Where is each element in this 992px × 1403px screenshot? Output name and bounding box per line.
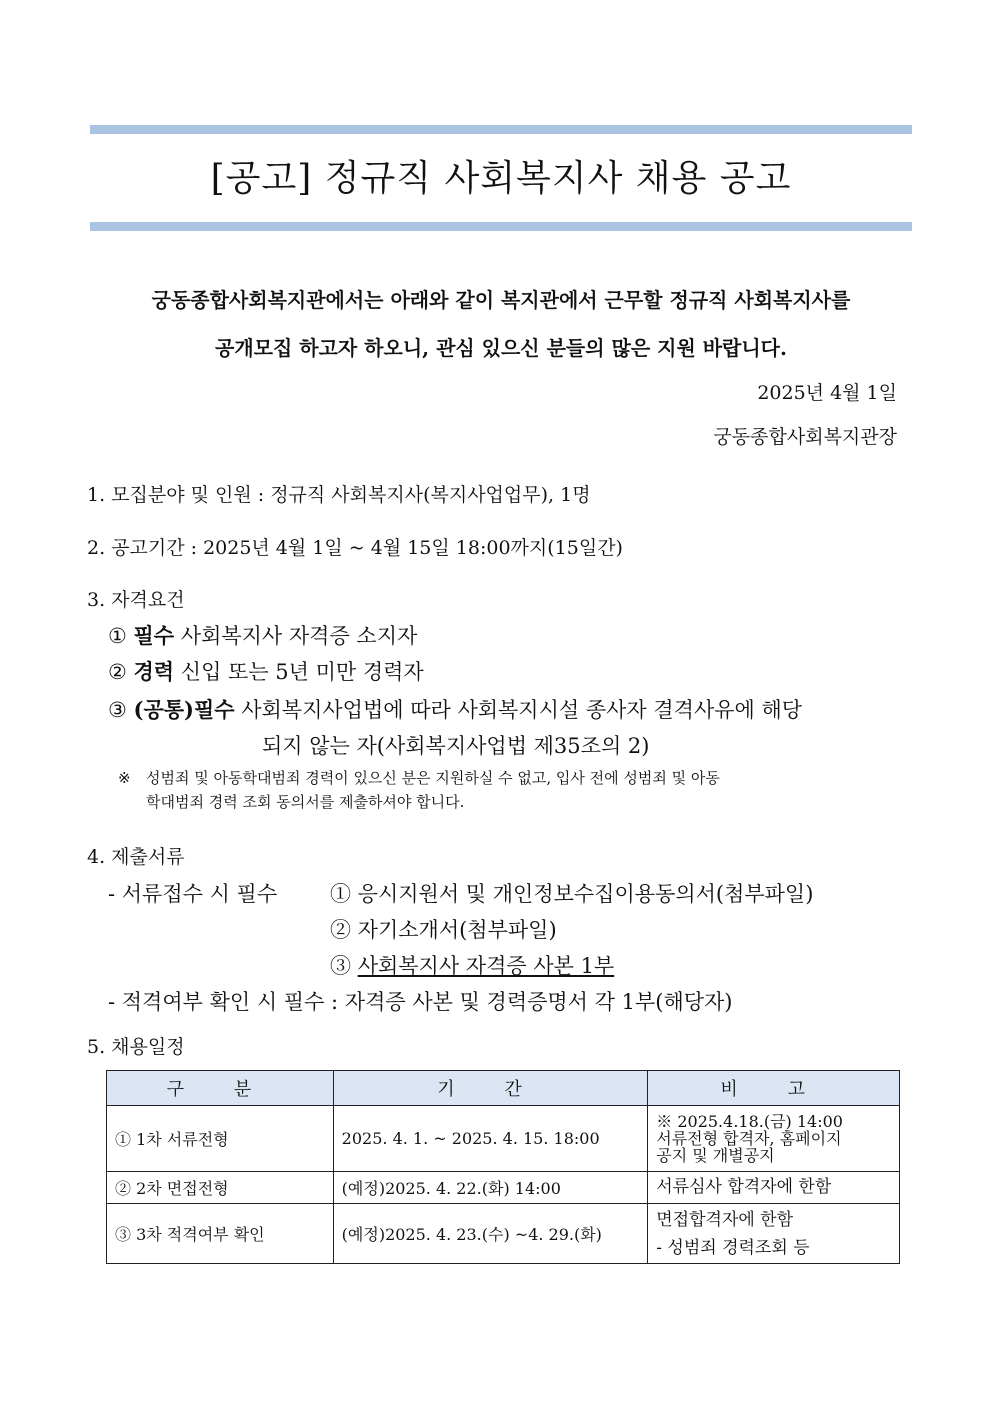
note-cell-line: ※ 2025.4.18.(금) 14:00 <box>656 1112 843 1131</box>
issuer: 궁동종합사회복지관장 <box>713 426 897 448</box>
column-header-stage: 구 분 <box>107 1071 334 1106</box>
required-doc-2: ② 자기소개서(첨부파일) <box>330 918 557 942</box>
requirement-text: 신입 또는 5년 미만 경력자 <box>180 660 424 684</box>
requirement-text: 사회복지사업법에 따라 사회복지시설 종사자 결격사유에 해당 <box>241 698 803 722</box>
schedule-table <box>106 1070 900 1264</box>
requirement-label: 경력 <box>133 659 175 684</box>
note-cell <box>648 1106 900 1172</box>
note-cell-line: 면접합격자에 한함 <box>656 1209 794 1230</box>
requirement-item-1 <box>108 620 417 650</box>
column-header-note: 비 고 <box>648 1071 900 1106</box>
note-line-2: 학대범죄 경력 조회 동의서를 제출하셔야 합니다. <box>146 793 465 811</box>
column-header-period: 기 간 <box>333 1071 648 1106</box>
requirement-item-3-cont: 되지 않는 자(사회복지사업법 제35조의 2) <box>262 734 650 758</box>
stage-cell: ① 1차 서류전형 <box>107 1106 334 1172</box>
table-row <box>107 1106 900 1172</box>
requirement-label: 필수 <box>133 623 175 648</box>
notice-date: 2025년 4월 1일 <box>757 382 897 404</box>
period-cell: 2025. 4. 1. ~ 2025. 4. 15. 18:00 <box>333 1106 648 1172</box>
requirement-item-3 <box>108 694 802 724</box>
intro-line-2: 공개모집 하고자 하오니, 관심 있으신 분들의 많은 지원 바랍니다. <box>215 336 787 360</box>
note-cell: 서류심사 합격자에 한함 <box>648 1172 900 1204</box>
requirement-num: ② <box>108 660 127 684</box>
required-doc-1: ① 응시지원서 및 개인정보수집이용동의서(첨부파일) <box>330 882 814 906</box>
table-row <box>107 1172 900 1204</box>
section-5-heading: 5. 채용일정 <box>87 1036 185 1058</box>
eligibility-check-line: - 적격여부 확인 시 필수 : 자격증 사본 및 경력증명서 각 1부(해당자) <box>108 990 733 1014</box>
note-line-1: 성범죄 및 아동학대범죄 경력이 있으신 분은 지원하실 수 없고, 입사 전에 성범죄 및 아동 <box>146 769 720 787</box>
requirement-text: 사회복지사 자격증 소지자 <box>180 624 418 648</box>
title-bar-bottom <box>90 222 912 231</box>
stage-cell: ② 2차 면접전형 <box>107 1172 334 1204</box>
table-row <box>107 1204 900 1264</box>
requirement-item-2 <box>108 656 424 686</box>
requirement-label: (공통)필수 <box>133 697 235 722</box>
required-doc-3-num: ③ <box>330 954 351 978</box>
note-cell-line: 서류전형 합격자, 홈페이지 <box>656 1129 842 1148</box>
section-1-recruitment: 1. 모집분야 및 인원 : 정규직 사회복지사(복지사업업무), 1명 <box>87 484 591 506</box>
stage-cell: ③ 3차 적격여부 확인 <box>107 1204 334 1264</box>
section-3-heading: 3. 자격요건 <box>87 589 185 611</box>
note-cell-line: 공지 및 개별공지 <box>656 1146 775 1165</box>
table-header-row <box>107 1071 900 1106</box>
title-bar-top <box>90 125 912 134</box>
required-docs-label: - 서류접수 시 필수 <box>108 882 278 906</box>
requirement-num: ③ <box>108 698 127 722</box>
requirement-num: ① <box>108 624 127 648</box>
period-cell: (예정)2025. 4. 22.(화) 14:00 <box>333 1172 648 1204</box>
required-doc-3-text: 사회복지사 자격증 사본 1부 <box>357 954 615 978</box>
period-cell: (예정)2025. 4. 23.(수) ~4. 29.(화) <box>333 1204 648 1264</box>
note-text <box>146 766 906 814</box>
section-2-period: 2. 공고기간 : 2025년 4월 1일 ~ 4월 15일 18:00까지(15일간) <box>87 537 623 559</box>
note-cell-line: - 성범죄 경력조회 등 <box>656 1237 810 1258</box>
section-4-heading: 4. 제출서류 <box>87 846 185 868</box>
page-title: [공고] 정규직 사회복지사 채용 공고 <box>210 158 792 199</box>
required-doc-3 <box>330 950 614 980</box>
note-cell <box>648 1204 900 1264</box>
note-mark: ※ <box>118 769 131 787</box>
intro-line-1: 궁동종합사회복지관에서는 아래와 같이 복지관에서 근무할 정규직 사회복지사를 <box>151 288 851 312</box>
